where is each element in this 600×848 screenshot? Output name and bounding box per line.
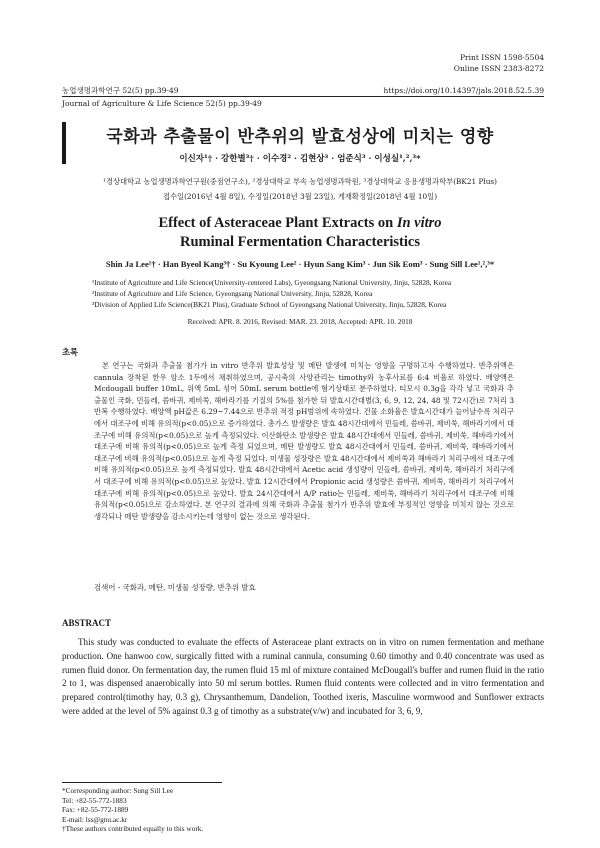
dates-en: Received: APR. 8. 2016, Revised: MAR. 23. 2018, Accepted: APR. 10. 2018 [187, 317, 413, 326]
print-issn: Print ISSN 1598-5504 [459, 53, 544, 62]
affiliations-en [92, 277, 552, 310]
affiliation-en-1: ¹Institute of Agriculture and Life Science(University-centered Labs), Gyeongsang National University, Jinju, 52828, Korea [92, 278, 452, 287]
abstract-ko-heading: 초록 [62, 347, 79, 357]
header-rule [62, 96, 544, 97]
title-ko: 국화과 추출물이 반추위의 발효성상에 미치는 영향 [106, 127, 494, 147]
affiliation-en-3: ³Division of Applied Life Science(BK21 Plus), Graduate School of Gyeongsang National University, Jinju, 52828, Korea [92, 300, 447, 309]
title-en-italic: In vitro [396, 215, 442, 231]
affiliations-ko: ¹경상대학교 농업생명과학연구원(중점연구소), ²경상대학교 부속 농업생명과학원, ³경상대학교 응용생명과학부(BK21 Plus) [102, 177, 498, 186]
footnotes [62, 786, 203, 834]
footnote-corresponding: *Corresponding author: Sung Sill Lee [62, 786, 174, 795]
title-en-line2: Ruminal Fermentation Characteristics [179, 234, 420, 250]
footnote-equal-contribution: †These authors contributed equally to this work. [62, 824, 204, 833]
footnote-rule [62, 782, 222, 783]
abstract-en: This study was conducted to evaluate the effects of Asteraceae plant extracts on in vitro on rumen fermentation and methane production. One hanwoo cow, surgically fitted with a ruminal cannula, consuming 0.60 timothy and 0.40 concentrate was used as rumen fluid donor. On fermentation day, the rumen fluid 15 ml of mixture contained McDougall's buffer and rumen fluid in the ratio 2 to 1, was dispensed anaerobically into 50 ml serum bottles. Rumen fluid contents were collected and in vitro fermentation and prepared control(timothy hay, 0.3 g), Chrysanthemum, Dandelion, Toothed ixeris, Masculine wormwood and Sunflower extracts were added at the level of 5% against 0.3 g of timothy as a substrate(v/w) and incubated for 3, 6, 9, [62, 637, 544, 716]
online-issn: Online ISSN 2383-8272 [453, 64, 544, 73]
abstract-ko: 본 연구는 국화과 추출물 첨가가 in vitro 반추위 발효성상 및 메탄 발생에 미치는 영향을 구명하고자 수행하였다. 반추위액은 cannula 장착된 한우 암소 1두에서 채취하였으며, 공시축의 사양관리는 timothy와 농후사료를 6:4 비율로 하였다. 배양액은 Mcdougall buffer 10mL, 위액 5mL 섞어 50mL serum bottle에 혐기상태로 분주하였다. 티모시 0.3g을 각각 넣고 국화과 추출물인 국화, 민들레, 씀바귀, 제비쑥, 해바라기를 기질의 5%를 첨가한 뒤 발효시간대별(3, 6, 9, 12, 24, 48 및 72시간)로 7처리 3반복 수행하였다. 배양액 pH값은 6.29~7.44으로 반추위 적정 pH범위에 속하였다. 건물 소화율은 발효시간대가 늘어날수록 처리구에서 대조구에 비해 유의적(p<0.05)으로 증가하였다. 총가스 발생량은 발효 48시간대에서 민들레, 씀바귀, 제비쑥, 해바라기에서 대조구에 비해 유의적(p<0.05)으로 높게 측정되었다. 이산화탄소 발생량은 발효 48시간대에서 민들레, 씀바귀, 제비쑥, 해바라기에서 대조구에 비해 유의적(p<0.05)으로 높게 측정 되었으며, 메탄 발생량도 발효 48시간대에서 민들레, 씀바귀, 제비쑥, 해바라기에서 대조구에 비해 유의적(p<0.05)으로 높게 측정 되었다. 미생물 성장량은 발효 48시간대에서 제비쑥과 해바라기 처리구에서 대조구에 비해 유의적(p<0.05)으로 높게 측정되었다. 발효 48시간대에서 Acetic acid 생성량이 민들레, 씀바귀, 제비쑥, 해바라기 처리구에서 대조구에 비해 유의적(p<0.05)으로 높았다. 발효 12시간대에서 Propionic acid 생성량은 씀바귀, 제비쑥, 해바라기 처리구에서 대조구에 비해 유의적(p<0.05)으로 높았다. 발효 24시간대에서 A/P ratio는 민들레, 제비쑥, 해바라기 처리구에서 대조구에 비해 유의적(p<0.05)으로 감소하였다. 본 연구의 결과에 의해 국화과 추출물 첨가가 반추위 발효에 부정적인 영향을 미치지 않는 것으로 생각되나 메탄 발생량을 감소시키는데 영향이 없는 것으로 생각된다. [94, 361, 514, 521]
title-en-line1: Effect of Asteraceae Plant Extracts on [158, 215, 397, 231]
authors-ko: 이신자¹† · 강한별³† · 이수경² · 김현상³ · 엄준식³ · 이성실¹,²,³* [179, 154, 421, 164]
footnote-email[interactable]: E-mail: lss@gnu.ac.kr [62, 814, 128, 824]
dates-ko: 접수일(2016년 4월 8일), 수정일(2018년 3월 23일), 게재확정일(2018년 4월 10일) [162, 192, 438, 201]
footnote-tel: Tel: +82-55-772-1883 [62, 795, 127, 805]
issn-block [454, 52, 544, 74]
keywords-ko: 검색어 - 국화과, 메탄, 미생물 성장량, 반추위 발효 [94, 583, 256, 592]
journal-ko: 농업생명과학연구 52(5) pp.39-49 [62, 86, 179, 95]
title-en [0, 214, 600, 252]
authors-en: Shin Ja Lee¹† · Han Byeol Kang³† · Su Kyoung Lee² · Hyun Sang Kim³ · Jun Sik Eom³ · Sung Sill Lee¹,²,³* [105, 259, 495, 269]
footnote-fax: Fax: +82-55-772-1889 [62, 805, 129, 814]
doi-link[interactable]: https://doi.org/10.14397/jals.2018.52.5.39 [383, 86, 544, 95]
affiliation-en-2: ²Institute of Agriculture and Life Science, Gyeongsang National University, Jinju, 52828, Korea [92, 289, 373, 298]
journal-en: Journal of Agriculture & Life Science 52(5) pp.39-49 [62, 99, 262, 108]
abstract-en-heading: ABSTRACT [62, 618, 112, 628]
